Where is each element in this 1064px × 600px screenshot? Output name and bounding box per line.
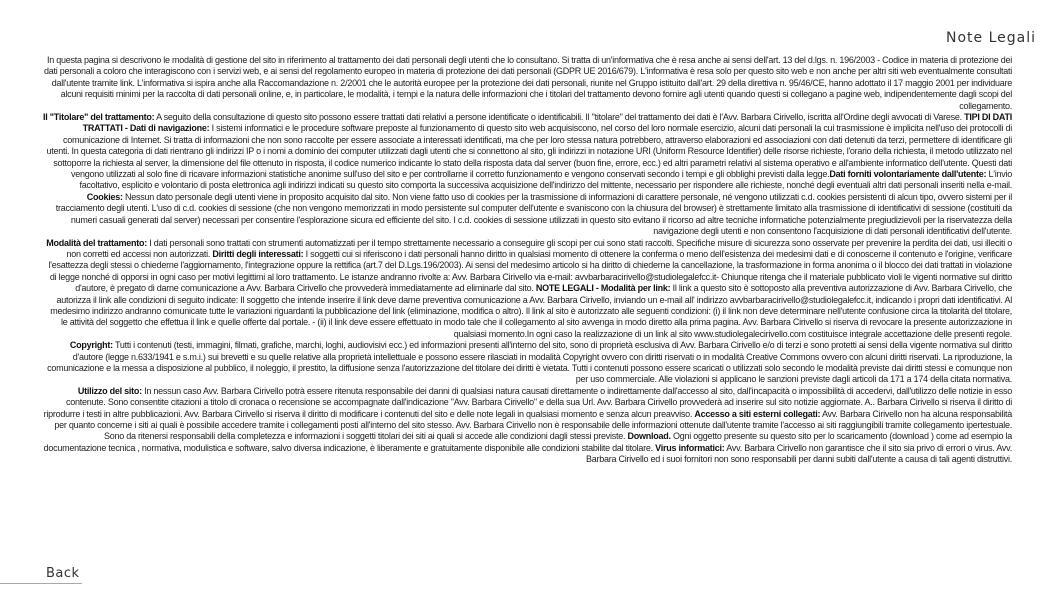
- legal-notes-body: [42, 55, 1012, 466]
- note-legali-text: Il link a questo sito è sottoposto alla preventiva autorizzazione di Avv. Barbara Cirivello, che autorizza il link alle condizioni di seguito indicate: Il soggetto che intende inserire il link deve darne preventiva comunicazione a Avv. Barbara Cirivello, inviando un e-mail all' indirizzo avvbarbaracirivello@studiolegalefcc.it, indicando i propri dati identificativi. Al medesimo indirizzo andranno comunicate tutte le variazioni riguardanti la pubblicazione del link (eliminazione, modifica o altro). Il link al sito è autorizzato alle seguenti condizioni: (i) il link non deve determinare nell'utente confusione circa la titolarità del titolare, le attività del soggetto che effettua il link e quelle offerte dal portale. - (ii) il link deve essere effettuato in modo tale che il collegamento al sito avvenga in modo diretto alla prima pagina. Avv. Barbara Cirivello si riserva di revocare la presente autorizzazione in qualsiasi momento.In ogni caso la realizzazione di un link al sito www.studiolegalecirivello.com costituisce integrale accettazione delle presenti regole.: [50, 283, 1012, 339]
- legal-paragraph-modalita: [42, 238, 1012, 341]
- dati-forniti-heading: Dati forniti volontariamente dall'utente:: [829, 169, 987, 180]
- dati-forniti-text: L'invio facoltativo, esplicito e volontario di posta elettronica agli indirizzi indicati su questo sito comporta la successiva acquisizione dell'indirizzo del mittente, necessario per rispondere alle richieste, nonché degli eventuali altri dati personali inseriti nella e-mail.: [79, 169, 1012, 191]
- legal-paragraph-utilizzo: [42, 386, 1012, 466]
- intro-text: In questa pagina si descrivono le modalità di gestione del sito in riferimento al trattamento dei dati personali degli utenti che lo consultano. Si tratta di un'informativa che è resa anche ai sensi dell'art. 13 del d.lgs. n. 196/2003 - Codice in materia di protezione dei dati personali a coloro che interagiscono con i servizi web, e ai sensi del regolamento europeo in materia di protezione dei dati personali (GDPR UE 2016/679). L'informativa è resa solo per questo sito web e non anche per altri siti web eventualmente consultati dall'utente tramite link. L'informativa si ispira anche alla Raccomandazione n. 2/2001 che le autorità europee per la protezione dei dati personali, riunite nel Gruppo istituito dall'art. 29 della direttiva n. 95/46/CE, hanno adottato il 17 maggio 2001 per individuare alcuni requisiti minimi per la raccolta di dati personali online, e, in particolare, le modalità, i tempi e la natura delle informazioni che i titolari del trattamento devono fornire agli utenti quando questi si collegano a pagine web, indipendentemente dagli scopi del collegamento.: [43, 55, 1012, 111]
- modalita-heading: Modalità del trattamento:: [46, 237, 148, 248]
- download-heading: Download.: [627, 431, 671, 442]
- page-title: Note Legali: [945, 30, 1036, 46]
- titolare-text: A seguito della consultazione di questo sito possono essere trattati dati relativi a persone identificate o identificabili. Il "titolare" del trattamento dei dati è l'Avv. Barbara Cirivello, iscritta all'Ordine degli avvocati di Varese.: [154, 112, 965, 123]
- legal-paragraph-copyright: [42, 340, 1012, 386]
- accesso-heading: Accesso a siti esterni collegati:: [694, 408, 821, 419]
- utilizzo-heading: Utilizzo del sito:: [77, 385, 142, 396]
- tipi-dati-text: I sistemi informatici e le procedure software preposte al funzionamento di questo sito web acquisiscono, nel corso del loro normale esercizio, alcuni dati personali la cui trasmissione è implicita nell'uso dei protocolli di comunicazione di Internet. Si tratta di informazioni che non sono raccolte per essere associate a interessati identificati, ma che per loro stessa natura potrebbero, attraverso elaborazioni ed associazioni con dati detenuti da terzi, permettere di identificare gli utenti. In questa categoria di dati rientrano gli indirizzi IP o i nomi a dominio dei computer utilizzati dagli utenti che si connettono al sito, gli indirizzi in notazione URI (Uniform Resource Identifier) delle risorse richieste, l'orario della richiesta, il metodo utilizzato nel sottoporre la richiesta al server, la dimensione del file ottenuto in risposta, il codice numerico indicante lo stato della risposta data dal server (buon fine, errore, ecc.) ed altri parametri relativi al sistema operativo e all'ambiente informatico dell'utente. Questi dati vengono utilizzati al solo fine di ricavare informazioni statistiche anonime sull'uso del sito e per controllarne il corretto funzionamento e vengono conservati secondo i tempi e gli obblighi previsti dalla legge.: [46, 123, 1012, 180]
- copyright-text: Tutti i contenuti (testi, immagini, filmati, grafiche, marchi, loghi, audiovisivi ecc.) ed informazioni presenti all'interno del sito, sono di proprietà esclusiva di Avv. Barbara Cirivello e/o di terzi e sono protetti ai sensi della vigente normativa sul diritto d'autore (legge n.633/1941 e s.m.i.) sui brevetti e su quelle relative alla proprietà intellettuale e possono essere rilasciati in modalità Copyright ovvero con diritti riservati o in modalità Creative Commons ovvero con alcuni diritti riservati. La riproduzione, la comunicazione e la messa a disposizione al pubblico, il noleggio, il prestito, la diffusione senza l'autorizzazione del titolare dei diritti è vietata. Tutti i contenuti possono essere scaricati o utilizzati solo secondo le modalità previste dai diritti stessi e comunque non per uso commerciale. Alle violazioni si applicano le sanzioni previste dagli articoli da 171 a 174 della citata normativa.: [47, 340, 1012, 385]
- copyright-heading: Copyright:: [69, 340, 113, 351]
- accesso-text: Avv. Barbara Cirivello non ha alcuna responsabilità per quanto concerne i siti ai quali è possibile accedere tramite i collegamenti posti all'interno del sito stesso. Avv. Barbara Cirivello non è responsabile delle informazioni ottenute dall'utente tramite l'accesso ai siti raggiungibili tramite collegamento ipertestuale. Sono da ritenersi responsabili della completezza e informazioni i soggetti titolari dei siti ai quali si accede alle condizioni dagli stessi previste.: [54, 408, 1012, 442]
- utilizzo-text: In nessun caso Avv. Barbara Cirivello potrà essere ritenuta responsabile dei danni di qualsiasi natura causati direttamente o indirettamente dall'accesso al sito, dall'incapacità o impossibilità di accedervi, dall'utilizzo delle notizie in esso contenute. Sono consentite citazioni a titolo di cronaca o recensione se accompagnate dall'indicazione "Avv. Barbara Cirivello" e della sua Url. Avv. Barbara Cirivello provvederà ad inserire sul sito notizie aggiornate. A.. Barbara Cirivello si riserva il diritto di riprodurre i testi in altre pubblicazioni. Avv. Barbara Cirivello si riserva il diritto di modificare i contenuti del sito e delle note legali in qualsiasi momento e senza alcun preavviso.: [43, 385, 1012, 419]
- modalita-text: I dati personali sono trattati con strumenti automatizzati per il tempo strettamente necessario a conseguire gli scopi per cui sono stati raccolti. Specifiche misure di sicurezza sono osservate per prevenire la perdita dei dati, usi illeciti o non corretti ed accessi non autorizzati.: [66, 237, 1012, 259]
- virus-heading: Virus informatici:: [655, 442, 725, 453]
- back-link[interactable]: Back: [46, 566, 80, 581]
- note-legali-heading: NOTE LEGALI - Modalità per link:: [535, 283, 671, 294]
- cookies-heading: Cookies:: [86, 191, 123, 202]
- virus-text: Avv. Barbara Cirivello non garantisce che il sito sia privo di errori o virus. Avv. Barbara Cirivello ed i suoi fornitori non sono responsabili per danni subiti dall'utente a causa di tali agenti distruttivi.: [586, 442, 1012, 465]
- legal-paragraph-titolare: [42, 112, 1012, 237]
- footer-accent-line: [0, 583, 82, 584]
- legal-paragraph-intro: [42, 55, 1012, 112]
- cookies-text: Nessun dato personale degli utenti viene in proposito acquisito dal sito. Non viene fatto uso di cookies per la trasmissione di informazioni di carattere personale, né vengono utilizzati c.d. cookies persistenti di alcun tipo, ovvero sistemi per il tracciamento degli utenti. L'uso di c.d. cookies di sessione (che non vengono memorizzati in modo persistente sul computer dell'utente e svaniscono con la chiusura del browser) è strettamente limitato alla trasmissione di identificativi di sessione (costituiti da numeri casuali generati dal server) necessari per consentire l'esplorazione sicura ed efficiente del sito. I c.d. cookies di sessione utilizzati in questo sito evitano il ricorso ad altre tecniche informatiche potenzialmente pregiudizievoli per la riservatezza della navigazione degli utenti e non consentono l'acquisizione di dati personali identificativi dell'utente.: [55, 191, 1012, 237]
- tipi-dati-heading: TIPI DI DATI TRATTATI - Dati di navigazione:: [82, 112, 1012, 134]
- diritti-text: I soggetti cui si riferiscono i dati personali hanno diritto in qualsiasi momento di ottenere la conferma o meno dell'esistenza dei medesimi dati e di conoscerne il contenuto e l'origine, verificare l'esattezza degli stessi o chiederne l'aggiornamento, l'integrazione oppure la rettifica (art.7 del D.Lgs.196/2003). Ai sensi del medesimo articolo si ha diritto di chiederne la cancellazione, la trasformazione in forma anonima o il blocco dei dati trattati in violazione di legge nonché di opporsi in ogni caso per motivi legittimi al loro trattamento. Le istanze andranno rivolte a: Avv. Barbara Cirivello via e-mail: avvbarbaracirivello@studiolegalefcc.it- Chiunque ritenga che il materiale pubblicato violi le vigenti normative sul diritto d'autore, è pregato di darne comunicazione a Avv. Barbara Cirivello che provvederà immediatamente ad eliminarle dal sito.: [48, 248, 1012, 294]
- download-text: Ogni oggetto presente su questo sito per lo scaricamento (download ) come ad esempio la documentazione tecnica , normativa, modulistica e software, salvo diversa indicazione, è liberamente e gratuitamente disponibile alle condizioni stabilite dal titolare.: [43, 431, 1012, 453]
- titolare-heading: Il "Titolare" del trattamento:: [42, 112, 155, 123]
- diritti-heading: Diritti degli interessati:: [212, 248, 304, 259]
